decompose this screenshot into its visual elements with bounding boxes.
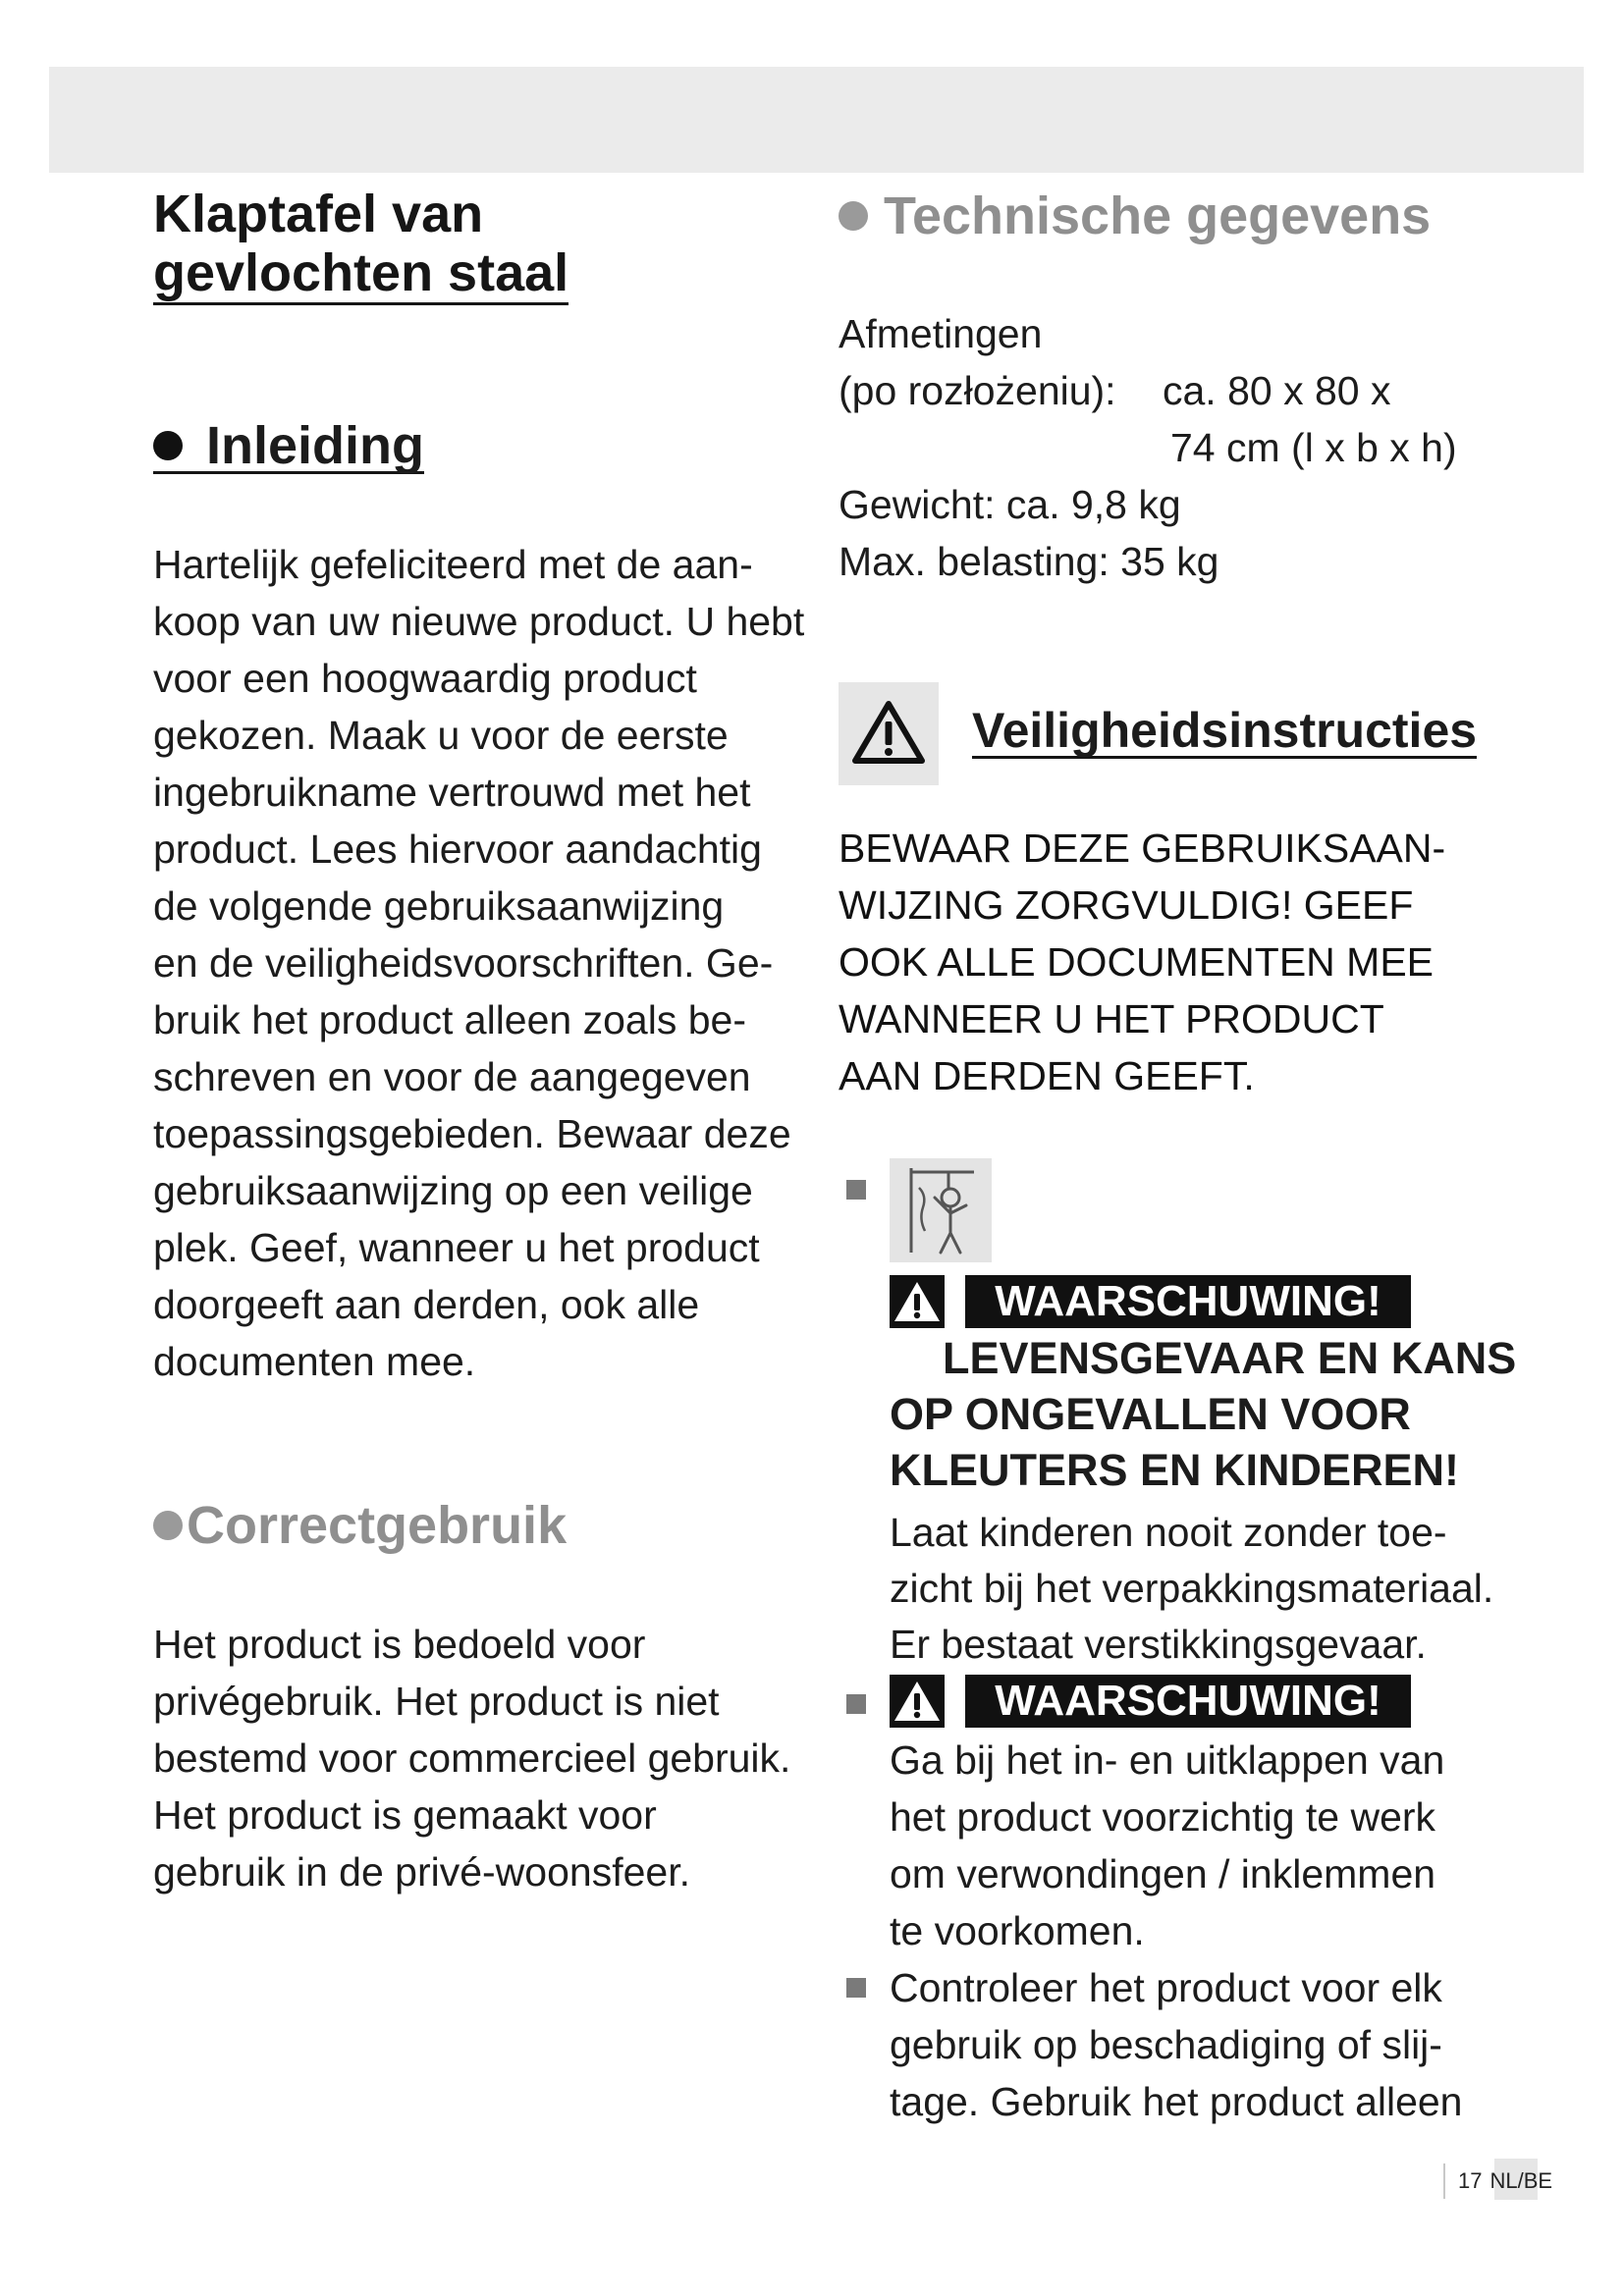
spec-dimensions-label: Afmetingen (839, 311, 1043, 356)
text-line: de volgende gebruiksaanwijzing (153, 883, 725, 929)
text-line: WIJZING ZORGVULDIG! GEEF (839, 882, 1414, 928)
tech-heading-text: Technische gegevens (884, 187, 1432, 245)
warning-triangle-icon (890, 1275, 945, 1328)
tech-specs (839, 305, 1565, 590)
text-line: WANNEER U HET PRODUCT (839, 996, 1384, 1041)
text-line: ingebruikname vertrouwd met het (153, 770, 751, 815)
warning-badge: WAARSCHUWING! (965, 1675, 1411, 1728)
text-line: LEVENSGEVAAR EN KANS (943, 1333, 1517, 1383)
text-line: bruik het product alleen zoals be- (153, 997, 746, 1042)
warning-triangle-icon (890, 1675, 945, 1728)
bullet-dot-icon (153, 431, 183, 460)
footer-divider (1443, 2163, 1445, 2199)
warning-badge: WAARSCHUWING! (965, 1275, 1411, 1328)
text-line: plek. Geef, wanneer u het product (153, 1225, 760, 1270)
text-line: koop van uw nieuwe product. U hebt (153, 599, 805, 644)
square-bullet-icon (846, 1978, 866, 1998)
text-line: schreven en voor de aangegeven (153, 1054, 751, 1099)
usage-heading (153, 1496, 568, 1555)
warning-triangle-icon (839, 682, 939, 785)
text-line: tage. Gebruik het product alleen (890, 2079, 1463, 2124)
page-number: 17 (1458, 2168, 1483, 2193)
product-title (153, 185, 568, 305)
locale-code: NL/BE (1489, 2168, 1553, 2193)
usage-paragraph (153, 1616, 790, 1900)
square-bullet-icon (846, 1180, 866, 1200)
text-line: gebruiksaanwijzing op een veilige (153, 1168, 753, 1213)
text-line: het product voorzichtig te werk (890, 1794, 1436, 1840)
square-bullet-icon (846, 1694, 866, 1714)
product-title-line: Klaptafel van (153, 185, 484, 243)
spec-dimensions-row (839, 362, 1565, 419)
text-line: Hartelijk gefeliciteerd met de aan- (153, 542, 753, 587)
text-line: privégebruik. Het product is niet (153, 1679, 720, 1724)
text-line: gekozen. Maak u voor de eerste (153, 713, 729, 758)
text-line: zicht bij het verpakkingsmateriaal. (890, 1566, 1494, 1611)
text-line: gebruik in de privé-woonsfeer. (153, 1849, 690, 1895)
spec-max-load: Max. belasting: 35 kg (839, 539, 1219, 584)
text-line: Controleer het product voor elk (890, 1965, 1442, 2010)
safety-heading-text: Veiligheidsinstructies (972, 703, 1478, 758)
spec-weight: Gewicht: ca. 9,8 kg (839, 482, 1181, 527)
usage-heading-text: Correctgebruik (187, 1496, 568, 1555)
page-footer (1458, 2166, 1552, 2196)
safety-heading (972, 705, 1477, 759)
safety-notice (839, 820, 1445, 1104)
text-line: OOK ALLE DOCUMENTEN MEE (839, 939, 1435, 985)
text-line: doorgeeft aan derden, ook alle (153, 1282, 700, 1327)
text-line: OP ONGEVALLEN VOOR (890, 1389, 1411, 1439)
product-title-line: gevlochten staal (153, 243, 568, 305)
spec-unfolded-label: (po rozłożeniu): (839, 368, 1116, 413)
text-line: toepassingsgebieden. Bewaar deze (153, 1111, 791, 1156)
text-line: voor een hoogwaardig product (153, 656, 697, 701)
intro-heading-text: Inleiding (206, 416, 424, 475)
intro-heading (153, 416, 424, 475)
text-line: Het product is bedoeld voor (153, 1622, 646, 1667)
text-line: Er bestaat verstikkingsgevaar. (890, 1622, 1427, 1667)
text-line: AAN DERDEN GEEFT. (839, 1053, 1255, 1098)
safety-item-text (890, 1505, 1493, 1673)
bullet-dot-icon (153, 1511, 183, 1540)
hazard-title (890, 1330, 1516, 1498)
text-line: BEWAAR DEZE GEBRUIKSAAN- (839, 826, 1446, 871)
text-line: en de veiligheidsvoorschriften. Ge- (153, 940, 774, 986)
text-line: documenten mee. (153, 1339, 476, 1384)
text-line: bestemd voor commercieel gebruik. (153, 1735, 791, 1781)
text-line: Laat kinderen nooit zonder toe- (890, 1510, 1447, 1555)
spec-dimensions-value: 74 cm (l x b x h) (1170, 425, 1457, 470)
bullet-dot-icon (839, 201, 868, 231)
tech-heading (839, 187, 1432, 245)
safety-item-text (890, 1959, 1463, 2130)
text-line: product. Lees hiervoor aandachtig (153, 827, 762, 872)
child-climbing-icon (890, 1158, 992, 1262)
text-line: gebruik op beschadiging of slij- (890, 2022, 1442, 2067)
text-line: om verwondingen / inklemmen (890, 1851, 1436, 1896)
safety-item-text (890, 1732, 1444, 1959)
spec-dimensions-value: ca. 80 x 80 x (1163, 368, 1391, 413)
text-line: KLEUTERS EN KINDEREN! (890, 1445, 1460, 1495)
intro-paragraph (153, 536, 804, 1390)
header-bar (49, 67, 1584, 173)
text-line: Ga bij het in- en uitklappen van (890, 1737, 1445, 1783)
text-line: te voorkomen. (890, 1908, 1145, 1953)
text-line: Het product is gemaakt voor (153, 1792, 657, 1838)
